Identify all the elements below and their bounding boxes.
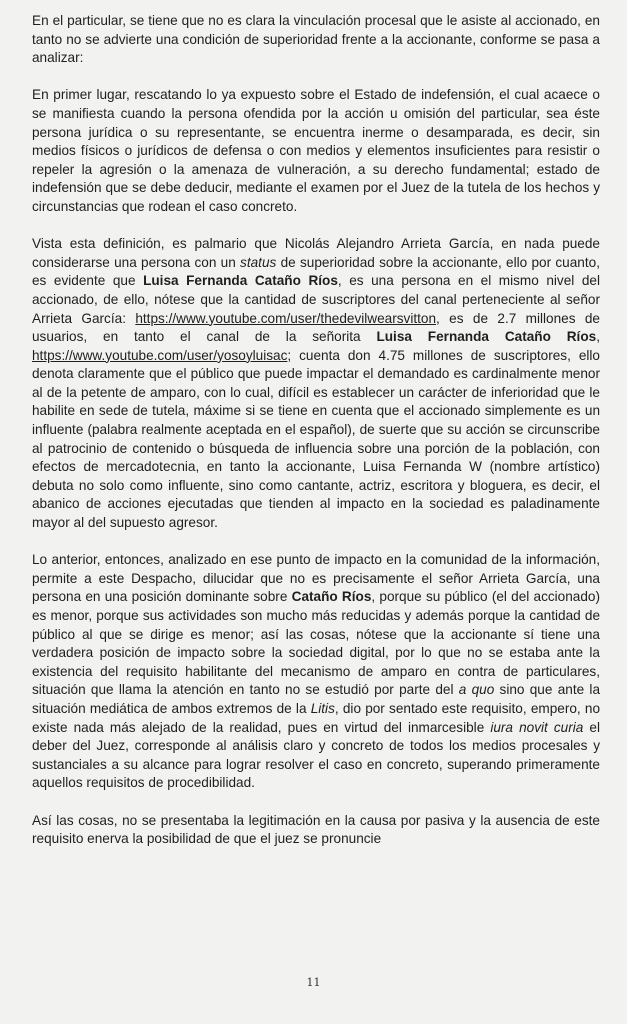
text-run: , porque su público (el del accionado) es menor, porque sus actividades son mucho más reducidas y además porque la cantidad de público al que se dirige es menor; así las cosas, nótese que la accionante sí tiene una verdadera posición de impacto sobre la sociedad digital, por lo que no se estaba ante la existencia del requisito habilitante del mecanismo de amparo en contra de particulares, situación que llama la atención en tanto no se estudió por parte del — [32, 589, 601, 698]
paragraph-1 — [32, 12, 600, 68]
bold-text: Cataño Ríos — [291, 589, 372, 605]
text-run: , dio por sentado este requisito, empero, no existe nada más alejado de la realidad, pues en virtud del inmarcesible — [32, 700, 601, 735]
italic-text: status — [240, 254, 277, 270]
text-run: En el particular, se tiene que no es clara la vinculación procesal que le asiste al accionado, en tanto no se advierte una condición de superioridad frente a la accionante, conforme se pasa a analizar: — [32, 13, 600, 66]
italic-text: a quo — [458, 682, 495, 698]
bold-text: Luisa Fernanda Cataño Ríos — [376, 329, 597, 345]
text-run: sino que ante la situación mediática de ambos extremos de la — [32, 682, 601, 716]
text-run: En primer lugar, rescatando lo ya expuesto sobre el Estado de indefensión, el cual acaece o se manifiesta cuando la persona ofendida por la acción u omisión del particular, sea éste persona jurídica o su representante, se encuentra inerme o desamparada, es decir, sin medios físicos o jurídicos de defensa o con medios y elementos insuficientes para resistir o repeler la agresión o la amenaza de vulneración, a su derecho fundamental; estado de indefensión que se debe deducir, mediante el examen por el Juez de la tutela de los hechos y circunstancias que rodean el caso concreto. — [32, 87, 600, 214]
text-run: de superioridad sobre la accionante, ello por cuanto, es evidente que — [32, 254, 600, 289]
url-text: https://www.youtube.com/user/yosoyluisac — [32, 347, 288, 363]
text-run: ; cuenta don 4.75 millones de suscriptores, ello denota claramente que el público que puede impactar el demandado es cardinalmente menor al de la petente de amparo, con lo cual, difícil es establecer un carácter de inferioridad que le habilite en sede de tutela, máxime si se tiene en cuenta que el accionado simplemente es un influente (palabra realmente aceptada en el español), de suerte que su acción se circunscribe al patrocinio de contenido o búsqueda de influencia sobre una porción de la población, con efectos de mercadotecnia, en tanto la accionante, Luisa Fernanda W (nombre artístico) debuta no solo como influente, sino como cantante, actriz, escritora y bloguera, es decir, el abanico de acciones ejecutadas que tienden al impacto en la sociedad es paladinamente mayor al del supuesto agresor. — [32, 347, 600, 531]
paragraph-3 — [32, 235, 600, 533]
paragraph-gap — [32, 533, 600, 552]
text-run: Vista esta definición, es palmario que Nicolás Alejandro Arrieta García, en nada puede considerarse una persona con un — [32, 236, 600, 270]
italic-text: iura novit curia — [490, 719, 584, 735]
paragraph-gap — [32, 793, 600, 812]
text-run: Así las cosas, no se presentaba la legitimación en la causa por pasiva y la ausencia de este requisito enerva la posibilidad de que el juez se pronuncie — [32, 812, 600, 847]
page-number: 11 — [306, 976, 321, 989]
paragraph-2 — [32, 86, 600, 216]
text-run: , es de 2.7 millones de usuarios, en tanto el canal de la señorita — [32, 310, 600, 345]
text-run: Lo anterior, entonces, analizado en ese punto de impacto en la comunidad de la información, permite a este Despacho, dilucidar que no es precisamente el señor Arrieta García, una persona en una posición dominante sobre — [32, 552, 600, 605]
document-body — [32, 12, 600, 849]
paragraph-gap — [32, 68, 600, 87]
url-text: https://www.youtube.com/user/thedevilwearsvitton — [135, 310, 437, 326]
italic-text: Litis — [310, 700, 335, 716]
paragraph-gap — [32, 217, 600, 236]
text-run: , es una persona en el mismo nivel del accionado, de ello, nótese que la cantidad de suscriptores del canal perteneciente al señor Arrieta García: — [32, 273, 600, 326]
text-run: el deber del Juez, corresponde al análisis claro y concreto de todos los medios procesales y sustanciales a su alcance para lograr resolver el caso en concreto, superando primeramente aquellos requisitos de procedibilidad. — [32, 719, 600, 791]
text-run: , — [596, 329, 600, 345]
paragraph-5 — [32, 812, 600, 849]
bold-text: Luisa Fernanda Cataño Ríos — [143, 273, 338, 289]
paragraph-4 — [32, 551, 600, 793]
